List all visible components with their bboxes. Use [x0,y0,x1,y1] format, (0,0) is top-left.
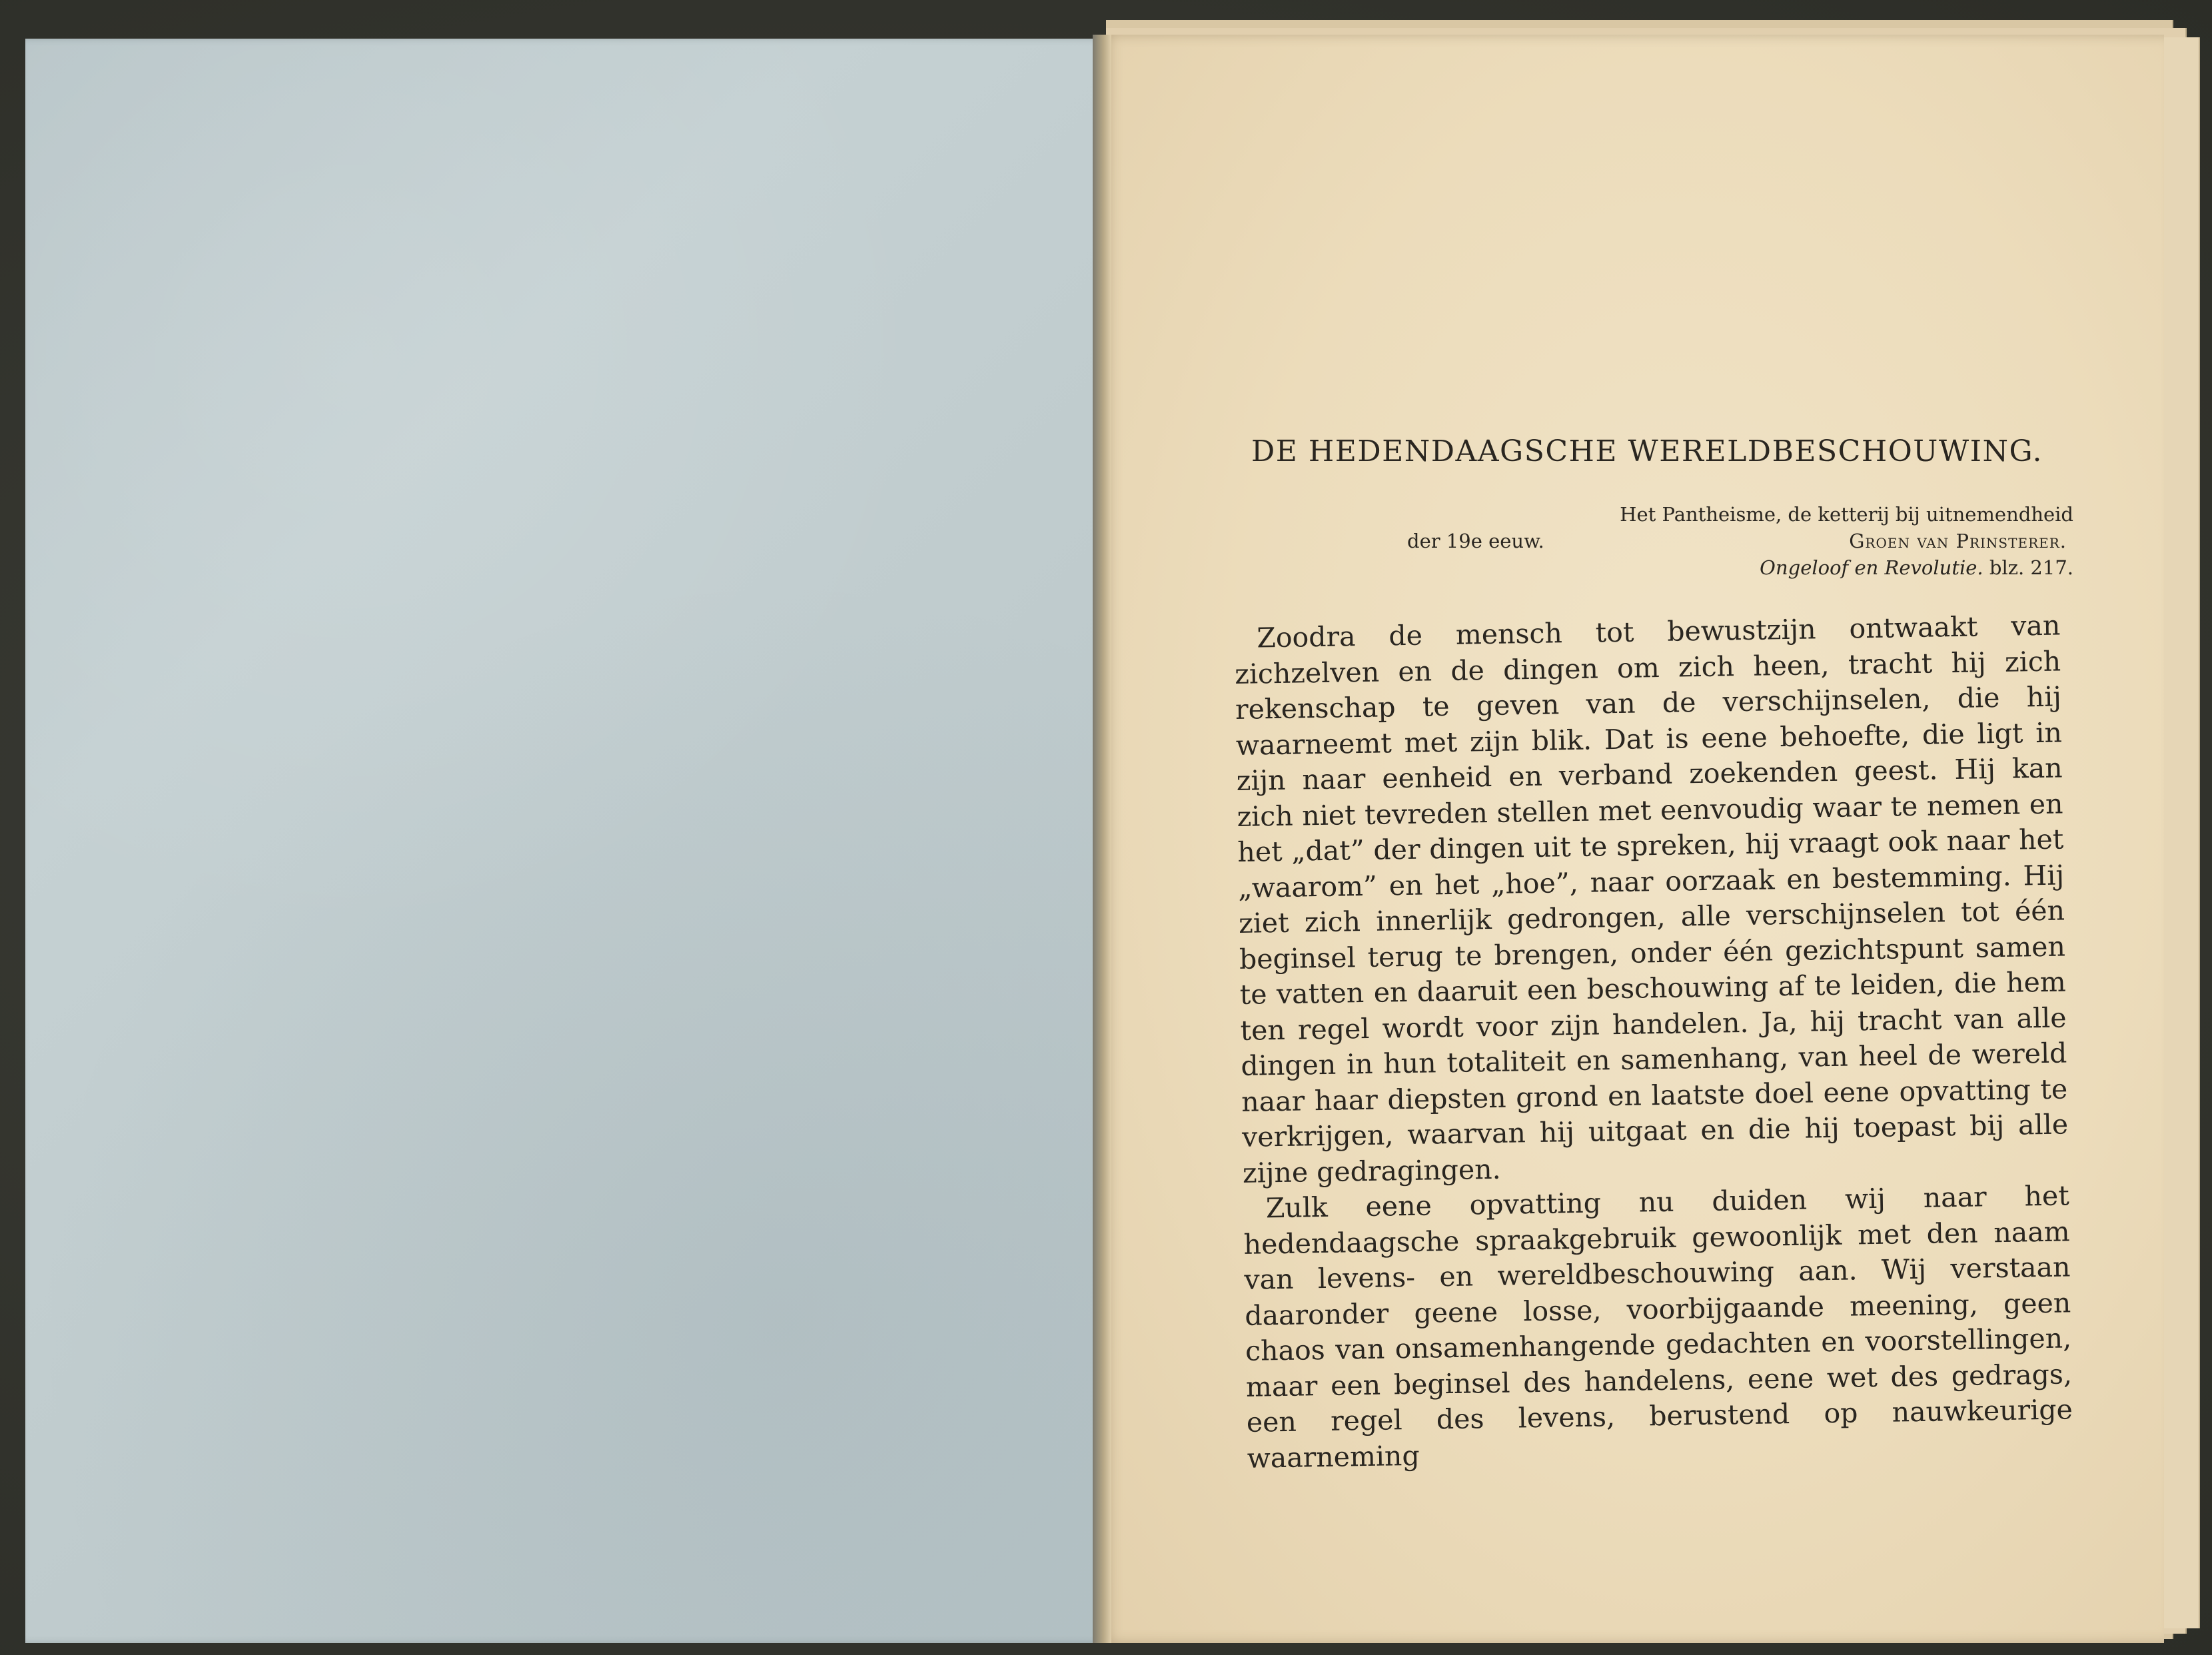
epigraph-source-title: Ongeloof en Revolutie. [1760,556,1983,579]
epigraph-source [1367,554,2073,581]
blue-cover-page [25,39,1105,1643]
epigraph-author: Groen van Prinsterer. [1849,530,2067,552]
epigraph-source-page: blz. 217. [1989,556,2073,579]
paragraph: Zulk eene opvatting nu duiden wij naar het hedendaagsche spraakgebruik gewoonlijk met den naam van levens- en wereldbeschouwing aan. Wij verstaan daaronder geene losse, voorbijgaande meening, geen chaos van onsamenhangende gedachten en voorstellingen, maar een beginsel des handelens, eene wet des gedrags, een regel des levens, berustend op nauwkeurige waarneming [1243,1179,2073,1474]
epigraph-text: der 19e eeuw. [1407,530,1544,552]
chapter-title: DE HEDENDAAGSCHE WERELDBESCHOUWING. [1251,434,2043,468]
epigraph-line [1367,528,2073,554]
text-page [1101,35,2164,1643]
paragraph: Zoodra de mensch tot bewustzijn ontwaakt van zichzelven en de dingen om zich heen, tracht hij zich rekenschap te geven van de verschijnselen, die hij waarneemt met zijn blik. Dat is eene behoefte, die ligt in zijn naar eenheid en verband zoekenden geest. Hij kan zich niet tevreden stellen met eenvoudig waar te nemen en het „dat” der dingen uit te spreken, hij vraagt ook naar het „waarom” en het „hoe”, naar oorzaak en bestemming. Hij ziet zich innerlijk gedrongen, alle verschijnselen tot één beginsel terug te brengen, onder één gezichtspunt samen te vatten en daaruit een beschouwing af te leiden, die hem ten regel wordt voor zijn handelen. Ja, hij tracht van alle dingen in hun totaliteit en samenhang, van heel de wereld naar haar diepsten grond en laatste doel eene opvatting te verkrijgen, waarvan hij uitgaat en die hij toepast bij alle zijne gedragingen. [1234,609,2069,1189]
epigraph-line: Het Pantheisme, de ketterij bij uitnemendheid [1620,503,2073,526]
book-gutter [1093,35,1111,1643]
epigraph [1367,501,2073,581]
body-text [1234,608,2073,1476]
